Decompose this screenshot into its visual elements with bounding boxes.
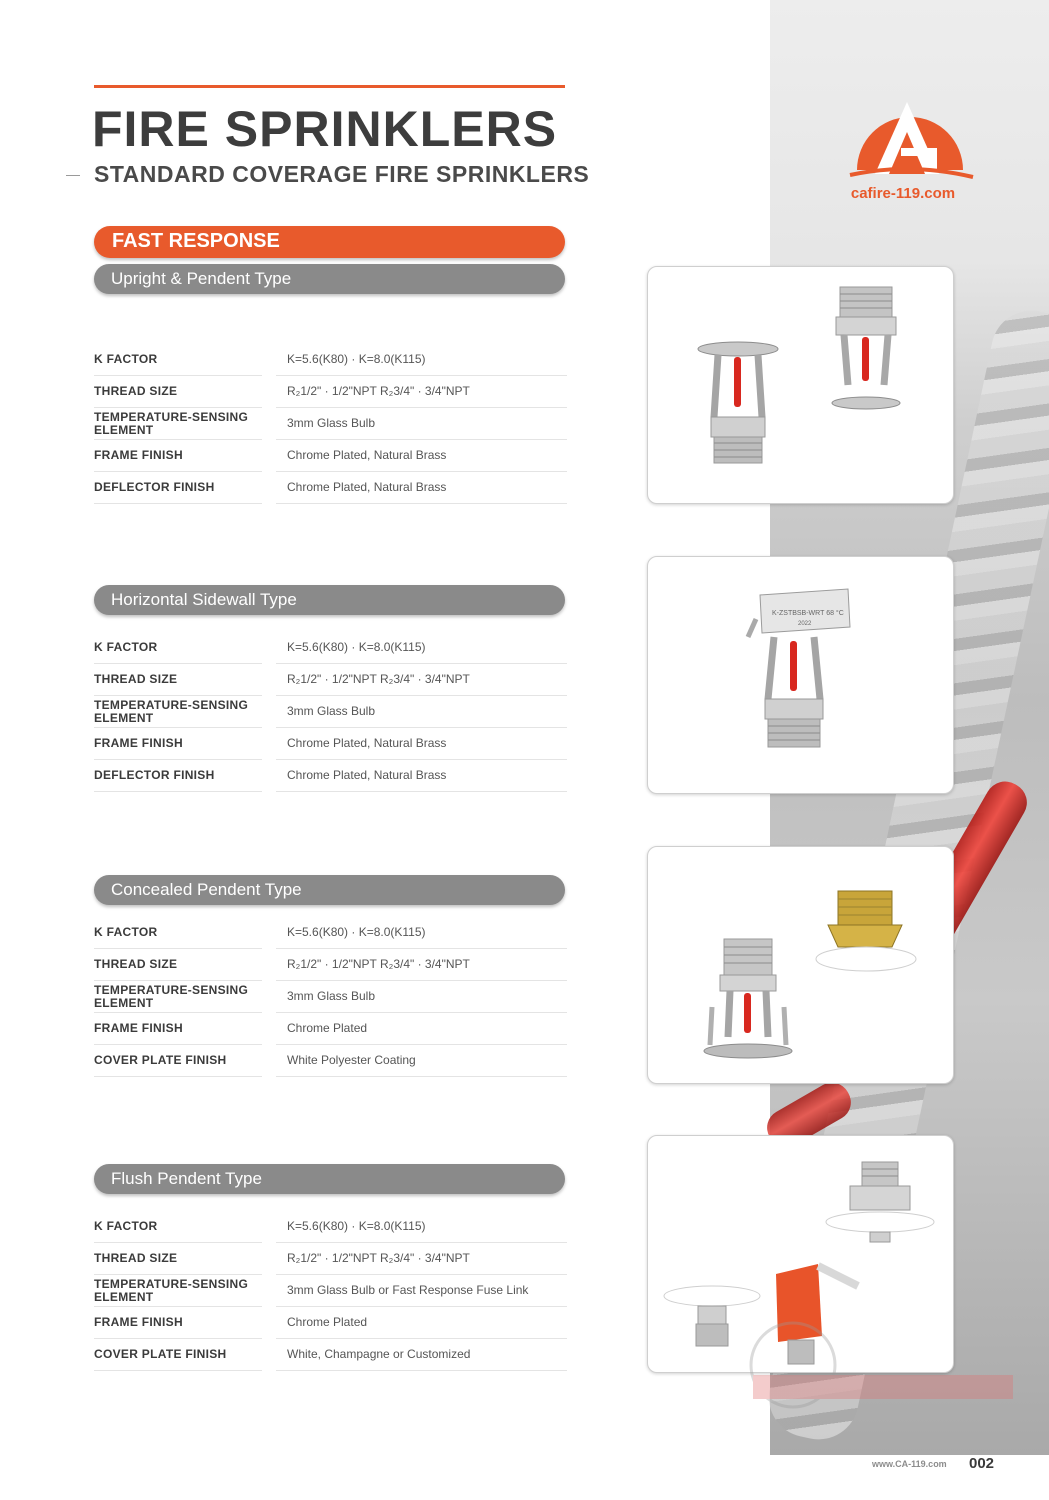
spec-row <box>94 728 567 760</box>
logo-text: cafire-119.com <box>850 185 956 202</box>
spec-label: COVER PLATE FINISH <box>94 1045 262 1077</box>
spec-value: K=5.6(K80) · K=8.0(K115) <box>276 632 567 664</box>
spec-row <box>94 1307 567 1339</box>
spec-row <box>94 981 567 1013</box>
spec-label: THREAD SIZE <box>94 1243 262 1275</box>
spec-value: Chrome Plated, Natural Brass <box>276 472 567 504</box>
spec-row <box>94 1339 567 1371</box>
spec-label: COVER PLATE FINISH <box>94 1339 262 1371</box>
spec-value: White, Champagne or Customized <box>276 1339 567 1371</box>
section-title: Horizontal Sidewall Type <box>111 590 297 609</box>
section-bar-concealed-pendent <box>94 875 565 905</box>
spec-value: White Polyester Coating <box>276 1045 567 1077</box>
spec-row <box>94 1045 567 1077</box>
spec-value: Chrome Plated <box>276 1013 567 1045</box>
spec-label: DEFLECTOR FINISH <box>94 472 262 504</box>
spec-row <box>94 760 567 792</box>
subtitle-dash <box>66 175 80 176</box>
spec-label: TEMPERATURE-SENSING ELEMENT <box>94 981 262 1013</box>
spec-value: 3mm Glass Bulb <box>276 981 567 1013</box>
page-title: FIRE SPRINKLERS <box>92 101 558 157</box>
spec-value: Chrome Plated, Natural Brass <box>276 728 567 760</box>
spec-label: K FACTOR <box>94 344 262 376</box>
product-photo-horizontal-sidewall <box>647 556 954 794</box>
section-bar-upright-pendent <box>94 264 565 294</box>
product-photo-concealed-pendent <box>647 846 954 1084</box>
section-title: Flush Pendent Type <box>111 1169 262 1188</box>
spec-value: Chrome Plated <box>276 1307 567 1339</box>
spec-row <box>94 949 567 981</box>
spec-row <box>94 696 567 728</box>
spec-value: Chrome Plated, Natural Brass <box>276 760 567 792</box>
spec-row <box>94 1211 567 1243</box>
spec-value: K=5.6(K80) · K=8.0(K115) <box>276 1211 567 1243</box>
spec-value: R₂1/2" · 1/2"NPT R₂3/4" · 3/4"NPT <box>276 949 567 981</box>
spec-row <box>94 664 567 696</box>
spec-label: FRAME FINISH <box>94 1013 262 1045</box>
deflector-plate-text: K-ZSTBSB-WRT 68 °C <box>772 610 844 617</box>
top-rule <box>94 85 565 88</box>
spec-row <box>94 1243 567 1275</box>
section-title: Concealed Pendent Type <box>111 880 302 899</box>
sidewall-sprinkler-icon <box>648 557 953 793</box>
spec-table-concealed-pendent <box>94 917 567 1077</box>
spec-row <box>94 1013 567 1045</box>
spec-row <box>94 472 567 504</box>
spec-value: 3mm Glass Bulb <box>276 408 567 440</box>
spec-label: K FACTOR <box>94 917 262 949</box>
spec-row <box>94 917 567 949</box>
product-photo-upright-pendent <box>647 266 954 504</box>
spec-table-horizontal-sidewall <box>94 632 567 792</box>
spec-row <box>94 632 567 664</box>
spec-value: Chrome Plated, Natural Brass <box>276 440 567 472</box>
section-title: Upright & Pendent Type <box>111 269 292 288</box>
spec-value: K=5.6(K80) · K=8.0(K115) <box>276 344 567 376</box>
spec-label: FRAME FINISH <box>94 1307 262 1339</box>
section-bar-flush-pendent <box>94 1164 565 1194</box>
deflector-year-text: 2022 <box>798 621 812 627</box>
spec-value: 3mm Glass Bulb or Fast Response Fuse Link <box>276 1275 567 1307</box>
spec-value: R₂1/2" · 1/2"NPT R₂3/4" · 3/4"NPT <box>276 664 567 696</box>
spec-value: R₂1/2" · 1/2"NPT R₂3/4" · 3/4"NPT <box>276 1243 567 1275</box>
spec-row <box>94 1275 567 1307</box>
spec-label: THREAD SIZE <box>94 376 262 408</box>
spec-table-upright-pendent <box>94 344 567 504</box>
spec-label: TEMPERATURE-SENSING ELEMENT <box>94 696 262 728</box>
spec-label: TEMPERATURE-SENSING ELEMENT <box>94 408 262 440</box>
spec-label: DEFLECTOR FINISH <box>94 760 262 792</box>
category-bar <box>94 226 565 258</box>
upright-pendent-sprinkler-icon <box>648 267 953 503</box>
spec-row <box>94 440 567 472</box>
section-bar-horizontal-sidewall <box>94 585 565 615</box>
watermark-stamp <box>748 1320 1018 1410</box>
spec-value: K=5.6(K80) · K=8.0(K115) <box>276 917 567 949</box>
footer-url: www.CA-119.com <box>872 1459 947 1469</box>
spec-label: THREAD SIZE <box>94 949 262 981</box>
spec-row <box>94 376 567 408</box>
spec-label: K FACTOR <box>94 1211 262 1243</box>
spec-value: 3mm Glass Bulb <box>276 696 567 728</box>
spec-label: FRAME FINISH <box>94 440 262 472</box>
category-label: FAST RESPONSE <box>112 230 280 252</box>
page-number: 002 <box>969 1455 995 1472</box>
spec-row <box>94 344 567 376</box>
page-subtitle: STANDARD COVERAGE FIRE SPRINKLERS <box>94 161 590 187</box>
spec-table-flush-pendent <box>94 1211 567 1371</box>
concealed-pendent-sprinkler-icon <box>648 847 953 1083</box>
spec-row <box>94 408 567 440</box>
spec-label: FRAME FINISH <box>94 728 262 760</box>
spec-label: K FACTOR <box>94 632 262 664</box>
spec-label: THREAD SIZE <box>94 664 262 696</box>
spec-label: TEMPERATURE-SENSING ELEMENT <box>94 1275 262 1307</box>
spec-value: R₂1/2" · 1/2"NPT R₂3/4" · 3/4"NPT <box>276 376 567 408</box>
